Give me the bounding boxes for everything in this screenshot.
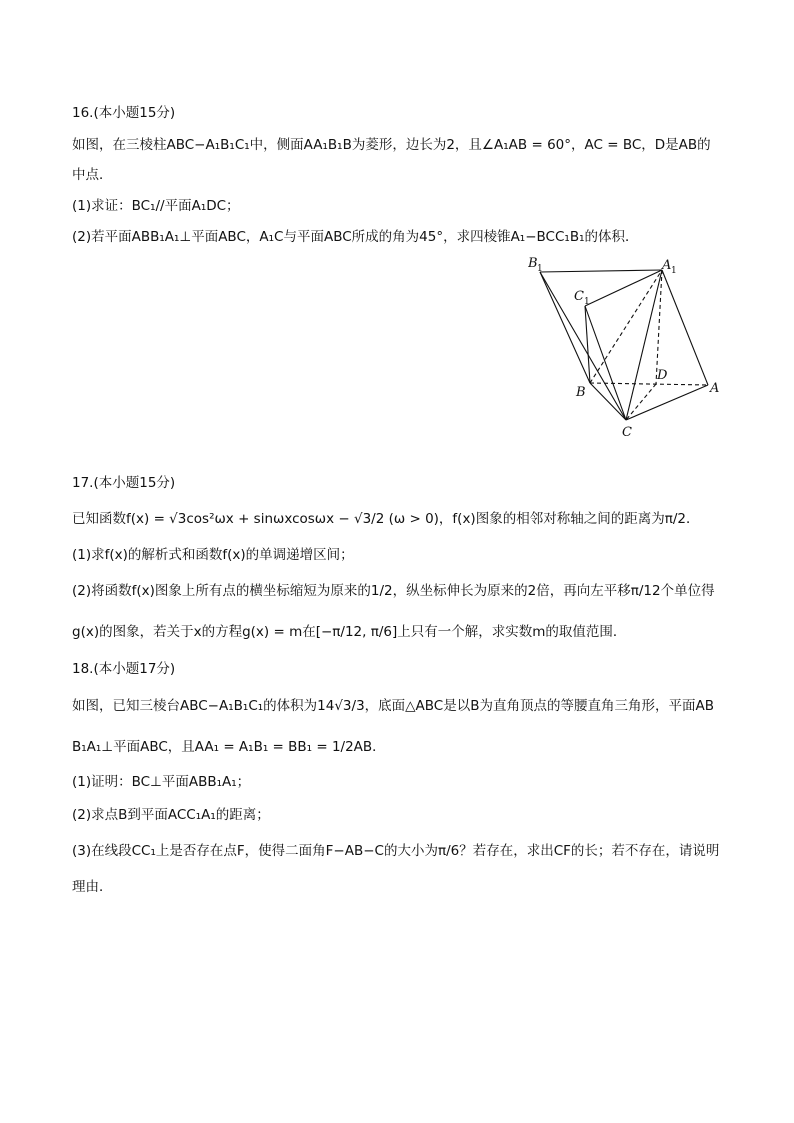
problem-18-part-1: (1)证明：BC⊥平面ABB₁A₁； bbox=[72, 774, 251, 790]
edge-C1-C bbox=[585, 306, 626, 420]
label-B1: B bbox=[528, 256, 538, 271]
problem-17-part-1: (1)求f(x)的解析式和函数f(x)的单调递增区间； bbox=[72, 547, 354, 563]
edge-A1-C bbox=[626, 270, 662, 420]
problem-16-header: 16.(本小题15分) bbox=[72, 105, 176, 121]
label-C: C bbox=[622, 425, 632, 440]
problem-18-line-1: 如图，已知三棱台ABC−A₁B₁C₁的体积为14√3/3，底面△ABC是以B为直角顶点的等腰直角三角形，平面AB bbox=[72, 698, 714, 714]
label-C1: C bbox=[574, 289, 584, 304]
problem-18-line-2: B₁A₁⊥平面ABC，且AA₁ = A₁B₁ = BB₁ = 1/2AB． bbox=[72, 739, 386, 755]
edge-C-A bbox=[626, 385, 708, 420]
edge-A1-D-dashed bbox=[656, 270, 662, 384]
prism-diagram bbox=[528, 252, 728, 442]
label-C1-sub: 1 bbox=[584, 297, 590, 307]
label-D: D bbox=[657, 368, 668, 383]
problem-17-header: 17.(本小题15分) bbox=[72, 475, 176, 491]
problem-16-line-1: 如图，在三棱柱ABC−A₁B₁C₁中，侧面AA₁B₁B为菱形，边长为2，且∠A₁AB = 60°，AC = BC，D是AB的 bbox=[72, 137, 711, 153]
problem-16-part-1: (1)求证：BC₁//平面A₁DC； bbox=[72, 198, 240, 214]
problem-18-part-2: (2)求点B到平面ACC₁A₁的距离； bbox=[72, 807, 270, 823]
problem-17-part-2: (2)将函数f(x)图象上所有点的横坐标缩短为原来的1/2，纵坐标伸长为原来的2倍，再向左平移π/12个单位得 bbox=[72, 583, 715, 599]
problem-18-part-3: (3)在线段CC₁上是否存在点F，使得二面角F−AB−C的大小为π/6？若存在，求出CF的长；若不存在，请说明 bbox=[72, 843, 720, 859]
problem-18-header: 18.(本小题17分) bbox=[72, 661, 176, 677]
problem-17-line-1: 已知函数f(x) = √3cos²ωx + sinωxcosωx − √3/2 (ω > 0)，f(x)图象的相邻对称轴之间的距离为π/2． bbox=[72, 511, 700, 527]
problem-16-line-2: 中点． bbox=[72, 167, 113, 183]
label-A: A bbox=[710, 381, 720, 396]
label-B: B bbox=[576, 385, 586, 400]
problem-17-part-2-cont: g(x)的图象，若关于x的方程g(x) = m在[−π/12, π/6]上只有一个解，求实数m的取值范围． bbox=[72, 624, 627, 640]
problem-16-part-2: (2)若平面ABB₁A₁⊥平面ABC，A₁C与平面ABC所成的角为45°，求四棱锥A₁−BCC₁B₁的体积． bbox=[72, 229, 639, 245]
edge-B1-A1 bbox=[540, 270, 662, 272]
label-A1-sub: 1 bbox=[671, 266, 677, 276]
label-A1: A bbox=[662, 258, 672, 273]
label-B1-sub: 1 bbox=[537, 264, 543, 274]
problem-18-part-3-cont: 理由． bbox=[72, 879, 113, 895]
edge-A1-A bbox=[662, 270, 708, 385]
edge-B-A-dashed bbox=[590, 383, 708, 385]
